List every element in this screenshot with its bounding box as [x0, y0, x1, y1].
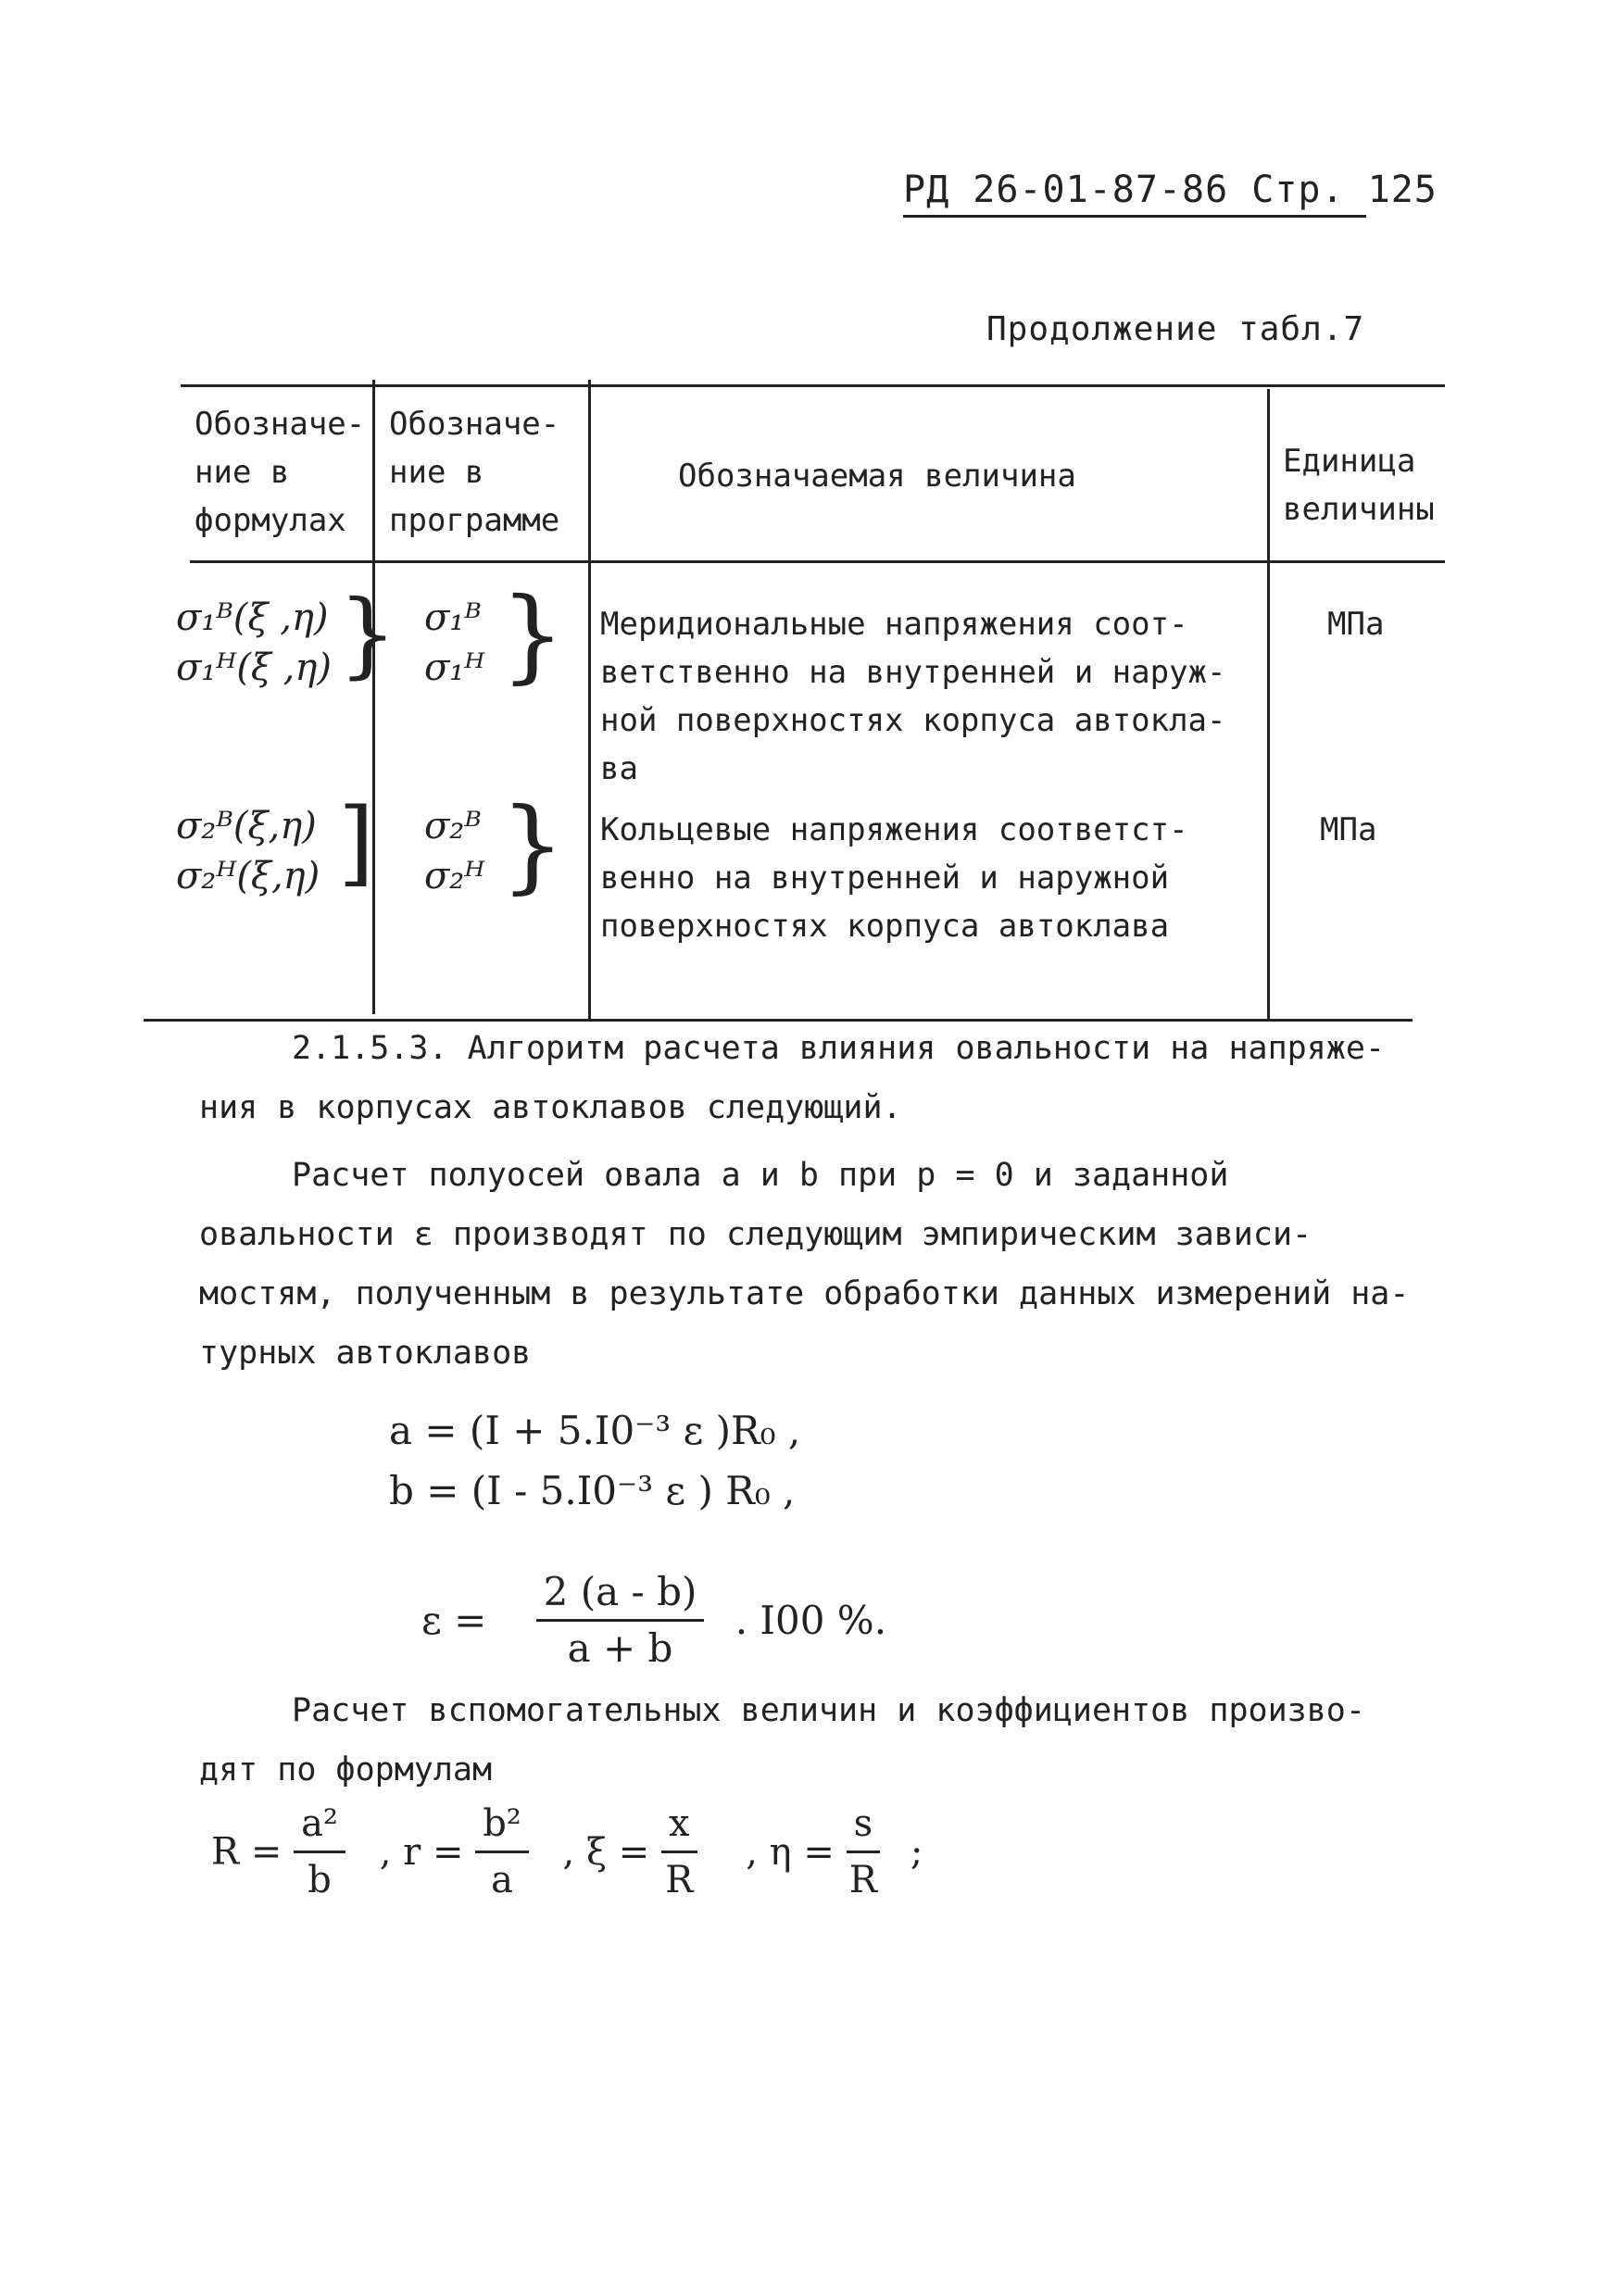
table-divider-3	[1267, 389, 1270, 1019]
header-underline	[903, 215, 1366, 218]
table-divider-2	[588, 380, 591, 1021]
equation-a: a = (I + 5.I0⁻³ ε )R₀ ,	[389, 1408, 801, 1453]
equation-b: b = (I - 5.I0⁻³ ε ) R₀ ,	[389, 1468, 796, 1513]
table-continuation-label: Продолжение табл.7	[986, 310, 1365, 348]
row1-left-brace-icon: }	[338, 580, 397, 688]
epsilon-fraction: $\frac{2 (a - b)}{a + b}$	[536, 1565, 705, 1675]
paragraph-2-1-5-3: 2.1.5.3. Алгоритм расчета влияния овальности на напряже- ния в корпусах автоклавов следующий.	[199, 1030, 1386, 1126]
document-reference: РД 26-01-87-86 Стр. 125	[903, 169, 1438, 211]
row1-unit: МПа	[1327, 606, 1385, 643]
formula-R: $\frac{\text{a²}}{b}$	[294, 1797, 345, 1907]
row1-right-brace-icon: }	[500, 575, 565, 694]
row2-unit: МПа	[1320, 811, 1377, 848]
table-header-rule	[190, 560, 1445, 563]
paragraph-semi-axes: Расчет полуосей овала a и b при p = 0 и заданной овальности ε производят по следующим эмпирическим зависи- мостям, полученным в результате обработки данных измерений на- турных автоклавов	[199, 1157, 1410, 1372]
row2-description: Кольцевые напряжения соответст- венно на внутренней и наружной поверхностях корпуса автоклава	[600, 811, 1188, 945]
header-unit: Единица величины	[1283, 443, 1435, 528]
formula-eta: $\frac{s}{R}$	[847, 1797, 881, 1907]
header-quantity: Обозначаемая величина	[678, 458, 1076, 495]
table-top-rule	[181, 384, 1445, 387]
formula-xi: $\frac{x}{R}$	[661, 1797, 697, 1907]
row2-program-symbols: σ₂ᴮ σ₂ᴴ	[424, 805, 485, 897]
row1-program-symbols: σ₁ᴮ σ₁ᴴ	[424, 596, 485, 689]
row2-formula-symbols: σ₂ᴮ(ξ,η) σ₂ᴴ(ξ,η)	[176, 805, 320, 897]
formula-r: $\frac{\text{b²}}{a}$	[475, 1797, 529, 1907]
row2-right-brace-icon: }	[500, 785, 565, 904]
row1-formula-symbols: σ₁ᴮ(ξ ,η) σ₁ᴴ(ξ ,η)	[176, 596, 332, 689]
table-divider-1	[372, 380, 375, 1014]
equation-epsilon: ε = $\frac{2 (a - b)}{a + b}$ . I00 %.	[421, 1565, 886, 1675]
header-formula-symbols: Обозначе- ние в формулах	[195, 406, 366, 539]
auxiliary-formulas: R = $\frac{\text{a²}}{b}$ , r = $\frac{\text{b²}}{a}$ , ξ = $\frac{x}{R}$ , η = $\frac{s}{R}$ ;	[211, 1797, 923, 1907]
header-program-symbols: Обозначе- ние в программе	[389, 406, 560, 539]
paragraph-auxiliary: Расчет вспомогательных величин и коэффициентов произво- дят по формулам	[199, 1692, 1365, 1788]
row1-description: Меридиональные напряжения соот- ветственно на внутренней и наруж- ной поверхностях корпуса автокла- ва	[600, 606, 1226, 787]
row2-left-bracket-icon: ]	[338, 788, 375, 897]
